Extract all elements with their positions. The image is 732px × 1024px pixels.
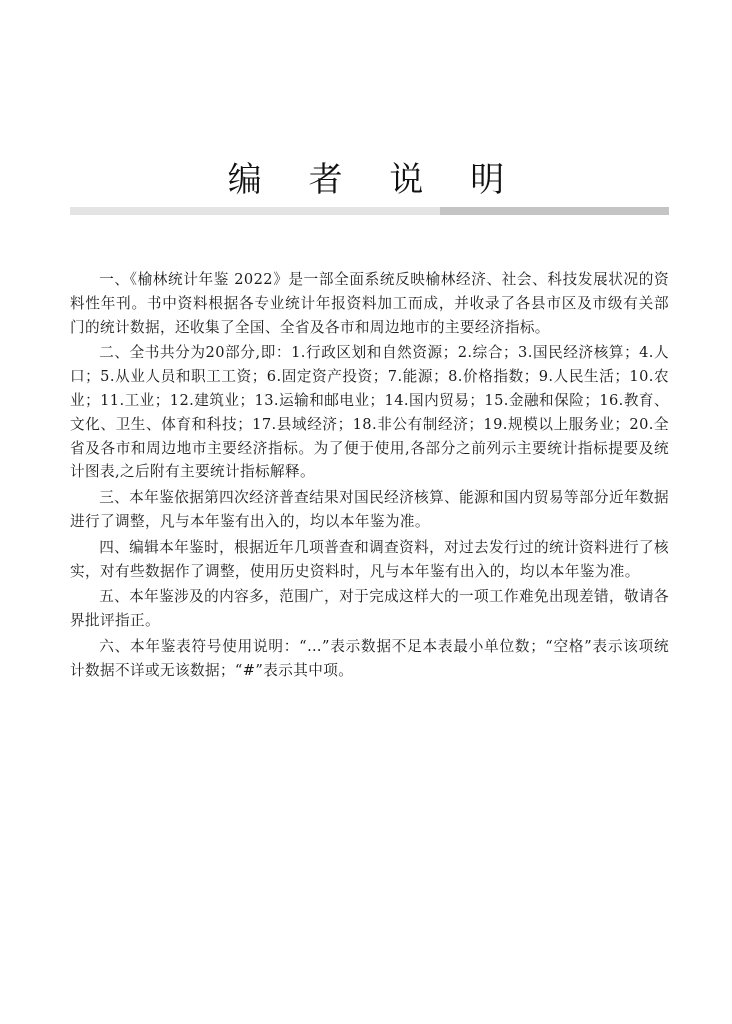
paragraph-2: 二、全书共分为20部分,即：1.行政区划和自然资源；2.综合；3.国民经济核算；4.人口；5.从业人员和职工工资；6.固定资产投资；7.能源；8.价格指数；9.人民生活；10.农业；11.工业；12.建筑业；13.运输和邮电业；14.国内贸易；15.金融和保险；16.教育、文化、卫生、体育和科技；17.县域经济；18.非公有制经济；19.规模以上服务业；20.全省及各市和周边地市主要经济指标。为了便于使用,各部分之前列示主要统计指标提要及统计图表,之后附有主要统计指标解释。	[70, 344, 669, 481]
paragraph-6: 六、本年鉴表符号使用说明：“…”表示数据不足本表最小单位数；“空格”表示该项统计数据不详或无该数据；“#”表示其中项。	[70, 637, 669, 679]
document-body	[70, 268, 669, 685]
paragraph-5: 五、本年鉴涉及的内容多，范围广，对于完成这样大的一项工作难免出现差错，敬请各界批评指正。	[70, 588, 669, 630]
title-divider-dark-segment	[440, 207, 669, 215]
paragraph-4: 四、编辑本年鉴时，根据近年几项普查和调查资料，对过去发行过的统计资料进行了核实，对有些数据作了调整，使用历史资料时，凡与本年鉴有出入的，均以本年鉴为准。	[70, 538, 669, 580]
title-divider-light-segment	[70, 207, 440, 215]
paragraph-3: 三、本年鉴依据第四次经济普查结果对国民经济核算、能源和国内贸易等部分近年数据进行了调整，凡与本年鉴有出入的，均以本年鉴为准。	[70, 489, 669, 530]
title-divider	[70, 207, 669, 215]
page-title: 编 者 说 明	[227, 160, 523, 200]
paragraph-1: 一、《榆林统计年鉴 2022》是一部全面系统反映榆林经济、社会、科技发展状况的资料性年刊。书中资料根据各专业统计年报资料加工而成，并收录了各县市区及市级有关部门的统计数据，还收集了全国、全省及各市和周边地市的主要经济指标。	[70, 271, 669, 336]
